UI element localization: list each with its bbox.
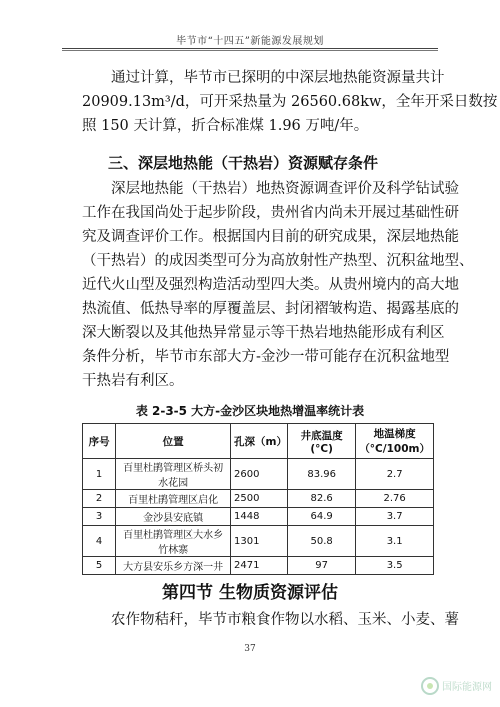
paragraph-line: 照 150 天计算，折合标准煤 1.96 万吨/年。 (82, 118, 369, 134)
col-header-depth: 孔深（m） (231, 424, 288, 459)
cell-location: 百里杜鹃管理区启化 (116, 490, 231, 508)
cell-depth: 1301 (231, 526, 288, 557)
table-row (83, 508, 434, 526)
page-header: 毕节市“十四五”新能源发展规划 (176, 36, 324, 47)
paragraph-line: 深大断裂以及其他热异常显示等干热岩地热能形成有利区 (82, 325, 445, 341)
geothermal-gradient-table (82, 423, 434, 575)
paragraph-line: 深层地热能（干热岩）地热资源调查评价及科学钻试验 (111, 181, 459, 197)
table-row (83, 490, 434, 508)
cell-depth: 1448 (231, 508, 288, 526)
cell-location: 百里杜鹃管理区桥头初水花园 (116, 459, 231, 490)
cell-temperature: 64.9 (288, 508, 356, 526)
col-header-index: 序号 (83, 424, 116, 459)
cell-index: 3 (83, 508, 116, 526)
cell-temperature: 97 (288, 557, 356, 575)
paragraph-line: 究及调查评价工作。根据国内目前的研究成果，深层地热能 (82, 229, 459, 245)
cell-depth: 2500 (231, 490, 288, 508)
header-rule (62, 48, 438, 49)
cell-location: 百里杜鹃管理区大水乡竹林寨 (116, 526, 231, 557)
cell-index: 4 (83, 526, 116, 557)
cell-temperature: 50.8 (288, 526, 356, 557)
paragraph-line: 干热岩有利区。 (82, 373, 184, 389)
cell-gradient: 2.76 (356, 490, 434, 508)
subsection-title: 第四节 生物质资源评估 (162, 583, 338, 603)
paragraph-line: 热流值、低热导率的厚覆盖层、封闭褶皱构造、揭露基底的 (82, 301, 459, 317)
cell-location: 金沙县安底镇 (116, 508, 231, 526)
cell-temperature: 83.96 (288, 459, 356, 490)
paragraph-line: 条件分析，毕节市东部大方-金沙一带可能存在沉积盆地型 (82, 349, 450, 365)
watermark-logo (420, 673, 492, 699)
table-caption: 表 2-3-5 大方-金沙区块地热增温率统计表 (135, 404, 365, 418)
paragraph-line: 通过计算，毕节市已探明的中深层地热能资源量共计 (111, 70, 445, 86)
page-number: 37 (244, 644, 256, 654)
paragraph-line: 近代火山型及强烈构造活动型四大类。从贵州境内的高大地 (82, 277, 459, 293)
cell-gradient: 3.7 (356, 508, 434, 526)
paragraph-biomass: 农作物秸秆，毕节市粮食作物以水稻、玉米、小麦、薯 (111, 612, 459, 628)
table-row (83, 459, 434, 490)
table-row (83, 526, 434, 557)
cell-index: 5 (83, 557, 116, 575)
cell-temperature: 82.6 (288, 490, 356, 508)
cell-index: 1 (83, 459, 116, 490)
cell-gradient: 2.7 (356, 459, 434, 490)
cell-gradient: 3.5 (356, 557, 434, 575)
cell-location: 大方县安乐乡方深一井 (116, 557, 231, 575)
col-header-temperature: 井底温度(°C) (288, 424, 356, 459)
cell-depth: 2600 (231, 459, 288, 490)
section-heading: 三、深层地热能（干热岩）资源赋存条件 (108, 154, 379, 172)
cell-depth: 2471 (231, 557, 288, 575)
col-header-gradient: 地温梯度（°C/100m） (356, 424, 434, 459)
paragraph-calculation (82, 66, 498, 138)
paragraph-line: 20909.13m³/d，可开采热量为 26560.68kw，全年开采日数按 (82, 94, 498, 110)
header-rule-secondary (62, 50, 438, 51)
table-row (83, 557, 434, 575)
paragraph-hot-dry-rock (82, 177, 474, 393)
watermark-text: 国际能源网 (442, 682, 492, 693)
paragraph-line: 工作在我国尚处于起步阶段，贵州省内尚未开展过基础性研 (82, 205, 459, 221)
paragraph-line: （干热岩）的成因类型可分为高放射性产热型、沉积盆地型、 (82, 253, 474, 269)
table-header-row (83, 424, 434, 459)
col-header-location: 位置 (116, 424, 231, 459)
cell-gradient: 3.1 (356, 526, 434, 557)
cell-index: 2 (83, 490, 116, 508)
